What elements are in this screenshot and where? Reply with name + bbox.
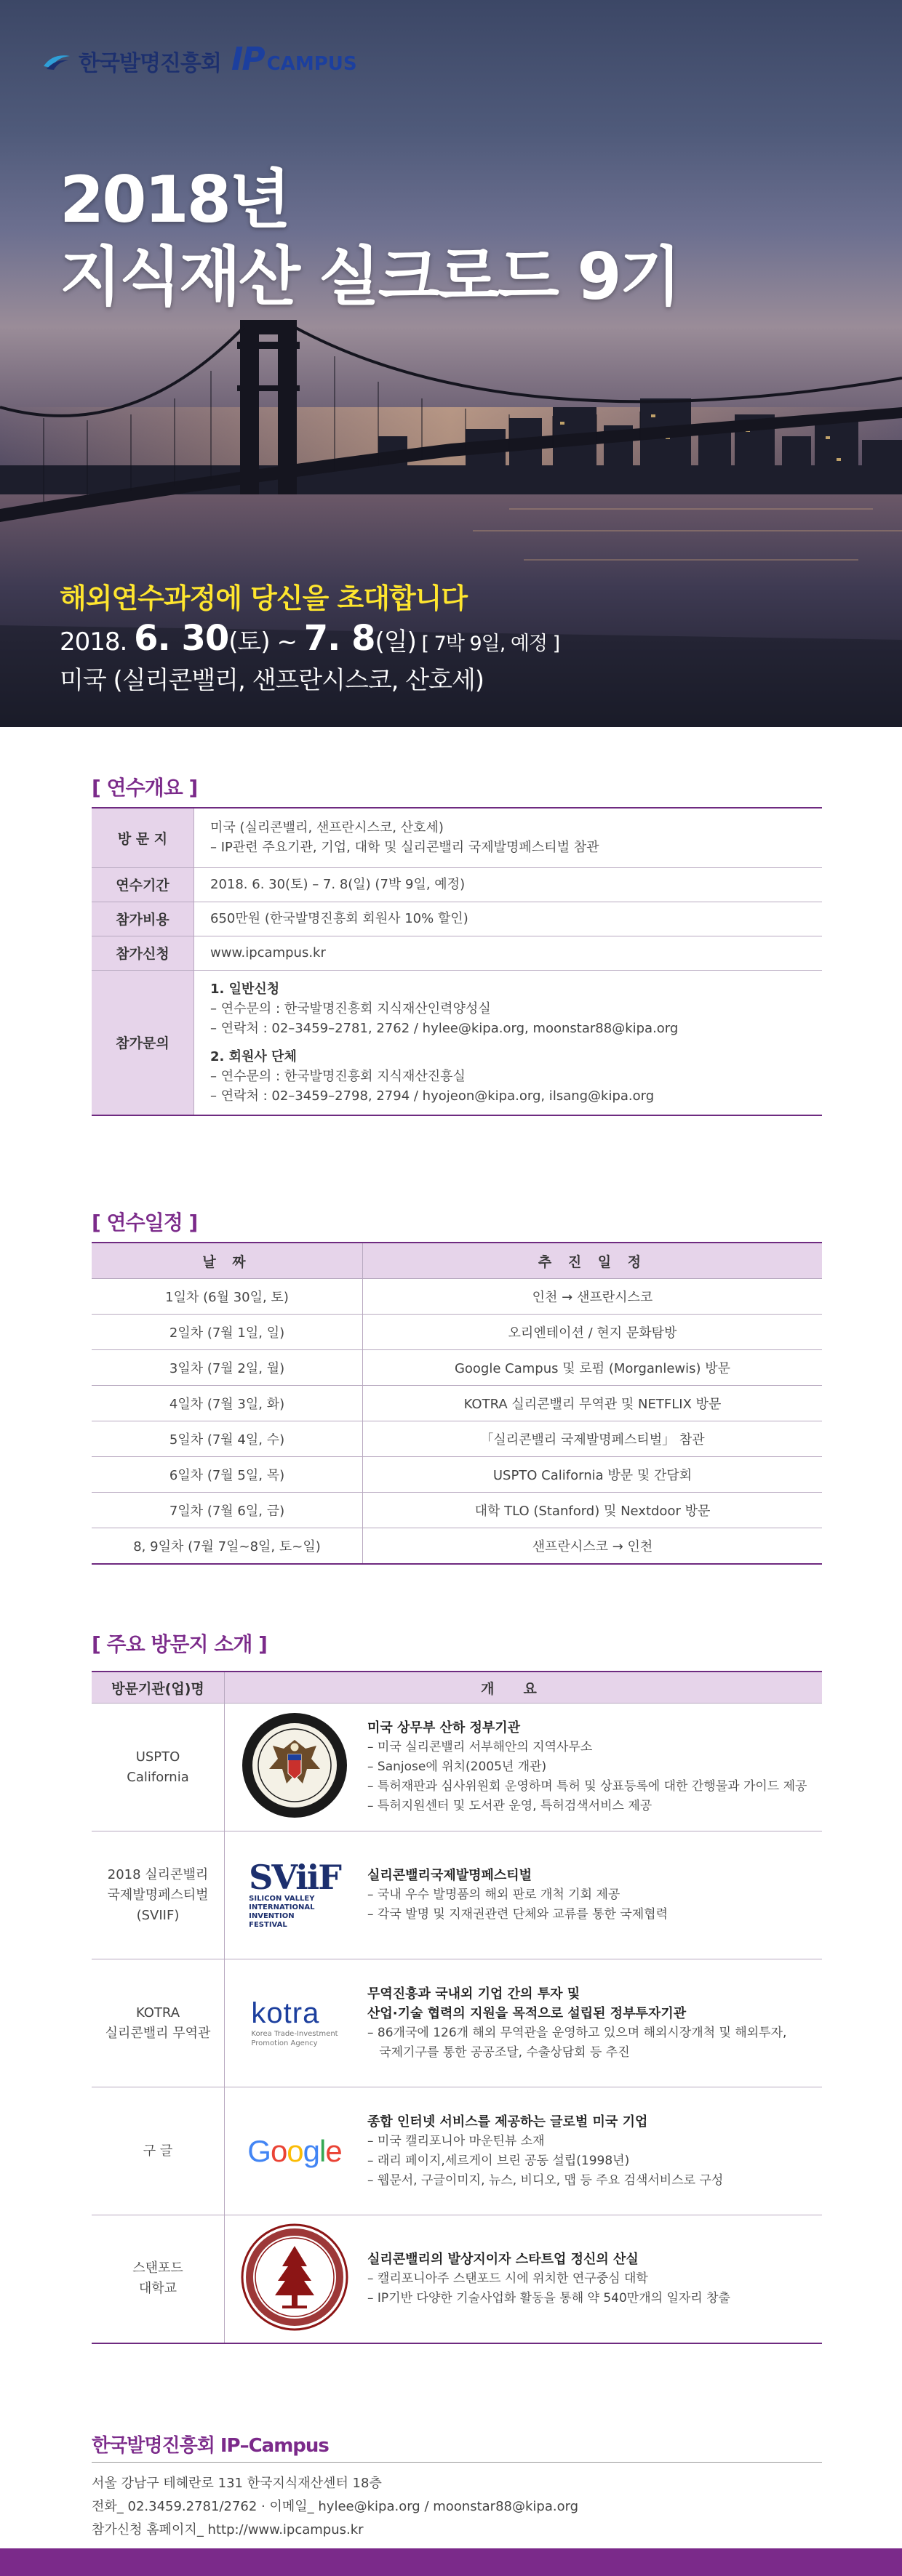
visit-summary: [364, 2087, 822, 2215]
inquiry-title: 1. 일반신청: [210, 981, 280, 997]
visit-summary-line: – 특허지원센터 및 도서관 운영, 특허검색서비스 제공: [367, 1799, 652, 1813]
visit-org: [92, 1704, 225, 1831]
schedule-plan: 대학 TLO (Stanford) 및 Nextdoor 방문: [363, 1493, 823, 1528]
overview-line: – IP관련 주요기관, 기업, 대학 및 실리콘밸리 국제발명페스티벌 참관: [210, 840, 599, 856]
schedule-date: 1일차 (6월 30일, 토): [92, 1279, 363, 1315]
visit-org: [92, 2087, 225, 2215]
sviif-sub-line: INVENTION: [249, 1912, 295, 1920]
visit-summary-head: 실리콘밸리의 발상지이자 스타트업 정신의 산실: [367, 2251, 639, 2267]
schedule-plan: 「실리콘밸리 국제발명페스티벌」 참관: [363, 1421, 823, 1457]
visit-summary-line: 국제기구를 통한 공공조달, 수출상담회 등 추진: [367, 2045, 630, 2060]
kotra-logo-subtitle: [251, 2029, 338, 2048]
schedule-row: [92, 1528, 822, 1565]
sviif-logo-text: SViiF: [249, 1858, 340, 1897]
overview-label: 참가문의: [92, 970, 194, 1115]
kipa-swoosh-icon: [42, 52, 71, 71]
schedule-date: 5일차 (7월 4일, 수): [92, 1421, 363, 1457]
google-logo-letter: l: [319, 2133, 326, 2168]
visits-header-row: [92, 1672, 822, 1704]
overview-label: 방 문 지: [92, 808, 194, 867]
schedule-date: 7일차 (7월 6일, 금): [92, 1493, 363, 1528]
visit-summary-head: 종합 인터넷 서비스를 제공하는 글로벌 미국 기업: [367, 2114, 648, 2130]
google-logo-text: [226, 2134, 364, 2169]
inquiry-contact: – 연락처 : 02–3459–2798, 2794 / hyojeon@kipa.org, ilsang@kipa.org: [210, 1088, 655, 1104]
visits-col-org: 방문기관(업)명: [92, 1672, 225, 1704]
visit-row-uspto: [92, 1704, 822, 1831]
kipa-logo-text: 한국발명진흥회: [79, 51, 221, 76]
inquiry-contact: – 연락처 : 02–3459–2781, 2762 / hylee@kipa.org, moonstar88@kipa.org: [210, 1020, 679, 1036]
schedule-row: [92, 1457, 822, 1493]
schedule-date: 2일차 (7월 1일, 일): [92, 1315, 363, 1350]
hero-date-year: 2018.: [60, 627, 135, 657]
sviif-logo: [225, 1831, 365, 1959]
hero-date: [60, 618, 559, 659]
uspto-seal-logo: [225, 1704, 365, 1831]
overview-value: 2018. 6. 30(토) – 7. 8(일) (7박 9일, 예정): [194, 867, 823, 902]
footer-info: [92, 2472, 578, 2542]
kipa-logo: [42, 45, 221, 77]
sviif-sub-line: INTERNATIONAL: [249, 1903, 315, 1911]
schedule-row: [92, 1279, 822, 1315]
visit-summary-line: – 미국 캘리포니아 마운틴뷰 소재: [367, 2133, 545, 2148]
sviif-logo-subtitle: [249, 1895, 340, 1930]
visit-summary: [364, 1704, 822, 1831]
kotra-logo: [225, 1959, 365, 2087]
footer-contact[interactable]: 전화_ 02.3459.2781/2762 · 이메일_ hylee@kipa.org / moonstar88@kipa.org: [92, 2499, 579, 2514]
schedule-row: [92, 1315, 822, 1350]
google-logo-letter: e: [325, 2133, 342, 2168]
kotra-sub-line: Promotion Agency: [251, 2039, 318, 2047]
visit-summary: [364, 1959, 822, 2087]
visits-table: [92, 1671, 822, 2344]
overview-row: [92, 808, 822, 867]
visit-org-name: 구 글: [143, 2143, 173, 2159]
footer-homepage-link[interactable]: 참가신청 홈페이지_ http://www.ipcampus.kr: [92, 2522, 364, 2537]
visits-section-title: [ 주요 방문지 소개 ]: [92, 1632, 267, 1656]
visit-org-name: 2018 실리콘밸리 국제발명페스티벌 (SVIIF): [107, 1866, 209, 1923]
schedule-table: [92, 1242, 822, 1565]
visit-row-google: [92, 2087, 822, 2215]
schedule-col-date: 날 짜: [92, 1243, 363, 1279]
sviif-sub-line: SILICON VALLEY: [249, 1895, 315, 1903]
inquiry-line: – 연수문의 : 한국발명진흥회 지식재산진흥실: [210, 1068, 466, 1084]
overview-value: [194, 970, 823, 1115]
hero-invite: 해외연수과정에 당신을 초대합니다: [60, 582, 468, 614]
visit-row-kotra: [92, 1959, 822, 2087]
overview-row-inquiry: [92, 970, 822, 1115]
visit-summary: [364, 2215, 822, 2343]
schedule-plan: USPTO California 방문 및 간담회: [363, 1457, 823, 1493]
visit-summary-line: – 래리 페이지,세르게이 브린 공동 설립(1998년): [367, 2153, 630, 2168]
hero-date-start-day: (토) ~: [228, 627, 304, 657]
google-logo-letter: o: [287, 2133, 303, 2168]
sviif-sub-line: FESTIVAL: [249, 1921, 287, 1929]
overview-row: [92, 867, 822, 902]
hero-date-note: [ 7박 9일, 예정 ]: [415, 633, 560, 655]
visit-summary-line: – 특허재판과 심사위원회 운영하며 특허 및 상표등록에 대한 간행물과 가이드 제공: [367, 1779, 807, 1794]
visit-summary-line: – 86개국에 126개 해외 무역관을 운영하고 있으며 해외시장개척 및 해외투자,: [367, 2025, 787, 2040]
overview-table: [92, 807, 822, 1116]
visit-row-sviif: [92, 1831, 822, 1959]
schedule-section-title: [ 연수일정 ]: [92, 1211, 198, 1235]
schedule-header-row: [92, 1243, 822, 1279]
uspto-seal-icon: [240, 1711, 349, 1820]
footer-address: 서울 강남구 테헤란로 131 한국지식재산센터 18층: [92, 2476, 382, 2491]
footer-org: 한국발명진흥회 IP–Campus: [92, 2435, 329, 2457]
overview-row: [92, 936, 822, 970]
registration-url[interactable]: www.ipcampus.kr: [194, 936, 823, 970]
hero-place: 미국 (실리콘밸리, 샌프란시스코, 산호세): [60, 666, 484, 695]
visit-summary-line: – 캘리포니아주 스탠포드 시에 위치한 연구중심 대학: [367, 2271, 648, 2286]
visit-org: [92, 2215, 225, 2343]
visit-summary-line: – 각국 발명 및 지재권관련 단체와 교류를 통한 국제협력: [367, 1907, 668, 1922]
overview-row: [92, 902, 822, 936]
kotra-sub-line: Korea Trade-Investment: [251, 2030, 338, 2038]
inquiry-title: 2. 회원사 단체: [210, 1048, 297, 1064]
google-logo: [225, 2087, 365, 2215]
visit-summary-line: – IP기반 다양한 기술사업화 활동을 통해 약 540만개의 일자리 창출: [367, 2290, 730, 2306]
visits-col-summary: 개요: [225, 1672, 823, 1704]
visit-org: [92, 1831, 225, 1959]
inquiry-line: – 연수문의 : 한국발명진흥회 지식재산인력양성실: [210, 1000, 491, 1016]
overview-label: 참가신청: [92, 936, 194, 970]
google-logo-letter: G: [247, 2133, 271, 2168]
google-logo-letter: o: [270, 2133, 287, 2168]
visit-row-stanford: [92, 2215, 822, 2343]
ipcampus-logo-ip: IP: [231, 41, 264, 78]
visit-summary-line: – 웹문서, 구글이미지, 뉴스, 비디오, 맵 등 주요 검색서비스로 구성: [367, 2172, 724, 2188]
visit-summary-line: – Sanjose에 위치(2005년 개관): [367, 1760, 547, 1774]
ipcampus-logo: [231, 41, 357, 78]
visit-summary: [364, 1831, 822, 1959]
hero-title-year: 2018년: [60, 162, 289, 237]
overview-label: 참가비용: [92, 902, 194, 936]
hero-title: [60, 161, 679, 316]
schedule-row: [92, 1350, 822, 1386]
schedule-plan: 오리엔테이션 / 현지 문화탐방: [363, 1315, 823, 1350]
schedule-date: 3일차 (7월 2일, 월): [92, 1350, 363, 1386]
schedule-row: [92, 1421, 822, 1457]
hero-date-end: 7. 8: [303, 618, 375, 659]
visit-summary-line: – 미국 실리콘밸리 서부해안의 지역사무소: [367, 1740, 593, 1754]
visit-summary-line: – 국내 우수 발명품의 해외 판로 개척 기회 제공: [367, 1887, 620, 1902]
schedule-plan: KOTRA 실리콘밸리 무역관 및 NETFLIX 방문: [363, 1386, 823, 1421]
overview-value: [194, 808, 823, 867]
google-logo-letter: g: [303, 2133, 320, 2168]
schedule-plan: Google Campus 및 로펌 (Morganlewis) 방문: [363, 1350, 823, 1386]
hero-date-end-day: (일): [375, 627, 416, 657]
overview-section-title: [ 연수개요 ]: [92, 776, 198, 800]
overview-line: 미국 (실리콘밸리, 샌프란시스코, 산호세): [210, 820, 444, 836]
schedule-row: [92, 1386, 822, 1421]
hero-title-program: 지식재산 실크로드 9기: [60, 239, 679, 314]
overview-label: 연수기간: [92, 867, 194, 902]
schedule-plan: 인천 → 샌프란시스코: [363, 1279, 823, 1315]
kotra-logo-text: kotra: [251, 1997, 320, 2029]
overview-value: 650만원 (한국발명진흥회 회원사 10% 할인): [194, 902, 823, 936]
hero-banner: [0, 0, 902, 727]
footer-bar: [0, 2548, 902, 2576]
visit-org-name: 스탠포드 대학교: [132, 2260, 183, 2297]
visit-org-name: USPTO California: [127, 1749, 189, 1785]
schedule-row: [92, 1493, 822, 1528]
visit-summary-head: 무역진흥과 국내외 기업 간의 투자 및 산업·기술 협력의 지원을 목적으로 설립된 정부투자기관: [367, 1986, 687, 2021]
visit-summary-head: 미국 상무부 산하 정부기관: [367, 1720, 521, 1736]
visit-org-name: KOTRA 실리콘밸리 무역관: [105, 2005, 211, 2041]
stanford-seal-icon: [240, 2223, 349, 2332]
footer-divider: [92, 2462, 822, 2463]
schedule-col-plan: 추 진 일 정: [363, 1243, 823, 1279]
stanford-seal-logo: [225, 2215, 365, 2343]
schedule-date: 8, 9일차 (7월 7일~8일, 토~일): [92, 1528, 363, 1565]
ipcampus-logo-campus: CAMPUS: [266, 53, 357, 75]
schedule-date: 6일차 (7월 5일, 목): [92, 1457, 363, 1493]
visit-summary-head: 실리콘밸리국제발명페스티벌: [367, 1868, 532, 1883]
schedule-plan: 샌프란시스코 → 인천: [363, 1528, 823, 1565]
visit-org: [92, 1959, 225, 2087]
schedule-date: 4일차 (7월 3일, 화): [92, 1386, 363, 1421]
hero-date-start: 6. 30: [134, 618, 229, 659]
